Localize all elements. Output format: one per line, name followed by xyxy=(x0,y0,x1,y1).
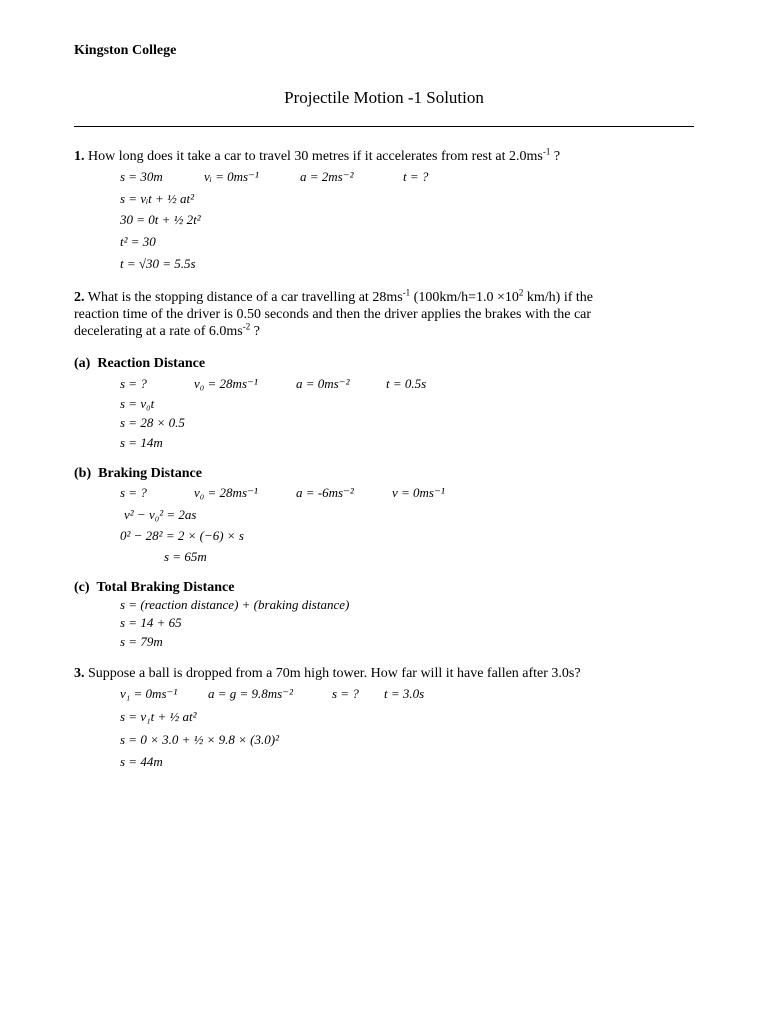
question-2-line-3 xyxy=(74,323,260,340)
q1-step-1: s = vᵢt + ½ at² xyxy=(120,191,195,206)
title-divider xyxy=(74,126,694,127)
power-exponent: 2 xyxy=(518,287,524,298)
part-b-step-2: 0² − 28² = 2 × (−6) × s xyxy=(120,528,244,543)
part-a-heading xyxy=(74,356,205,372)
college-name: Kingston College xyxy=(74,43,177,58)
part-title: Reaction Distance xyxy=(97,356,206,371)
q1-step-3: t² = 30 xyxy=(120,234,156,249)
question-text: Suppose a ball is dropped from a 70m high tower. How far will it have fallen after 3.0s? xyxy=(88,666,581,681)
given-a: a = g = 9.8ms⁻² xyxy=(208,686,294,701)
given-v1: v₁ = 0ms⁻¹ xyxy=(120,686,178,701)
unit-exponent: -2 xyxy=(242,321,251,332)
given-a: a = 0ms⁻² xyxy=(296,376,350,391)
q1-given-values xyxy=(120,169,460,185)
part-a-given-values xyxy=(120,376,460,392)
given-a: a = 2ms⁻² xyxy=(300,169,354,184)
q3-step-3: s = 44m xyxy=(120,754,163,769)
part-b-heading xyxy=(74,466,202,482)
part-c-heading xyxy=(74,580,235,596)
q3-step-2: s = 0 × 3.0 + ½ × 9.8 × (3.0)² xyxy=(120,732,279,747)
unit-exponent: -1 xyxy=(402,287,411,298)
given-t: t = 0.5s xyxy=(386,376,427,391)
given-t: t = ? xyxy=(403,169,429,184)
part-a-step-1: s = v₀t xyxy=(120,396,155,411)
question-number: 3. xyxy=(74,666,85,681)
page-title: Projectile Motion -1 Solution xyxy=(284,88,484,107)
given-v0: v₀ = 28ms⁻¹ xyxy=(194,376,258,391)
given-s: s = ? xyxy=(332,686,359,701)
question-text: What is the stopping distance of a car travelling at 28ms xyxy=(87,290,403,305)
given-s: s = ? xyxy=(120,485,147,500)
q1-step-2: 30 = 0t + ½ 2t² xyxy=(120,212,201,227)
q3-given-values xyxy=(120,686,460,702)
part-label: (b) xyxy=(74,466,92,481)
question-text: km/h) if the xyxy=(523,290,594,305)
q1-step-4: t = √30 = 5.5s xyxy=(120,256,196,271)
given-vi: vᵢ = 0ms⁻¹ xyxy=(204,169,259,184)
given-a: a = -6ms⁻² xyxy=(296,485,354,500)
unit-exponent: -1 xyxy=(542,146,551,157)
question-2-line-1 xyxy=(74,289,593,306)
question-number: 2. xyxy=(74,290,85,305)
part-title: Total Braking Distance xyxy=(96,580,235,595)
part-label: (c) xyxy=(74,580,90,595)
question-number: 1. xyxy=(74,149,85,164)
question-text: ? xyxy=(250,324,260,339)
given-v0: v₀ = 28ms⁻¹ xyxy=(194,485,258,500)
question-3 xyxy=(74,665,581,682)
part-b-step-1: v² − v₀² = 2as xyxy=(124,507,197,522)
part-title: Braking Distance xyxy=(98,466,202,481)
given-s: s = 30m xyxy=(120,169,163,184)
part-c-step-3: s = 79m xyxy=(120,634,163,649)
part-c-step-2: s = 14 + 65 xyxy=(120,615,182,630)
part-b-given-values xyxy=(120,485,460,501)
part-label: (a) xyxy=(74,356,91,371)
question-text: How long does it take a car to travel 30 metres if it accelerates from rest at 2.0ms xyxy=(88,149,543,164)
part-a-step-3: s = 14m xyxy=(120,435,163,450)
part-b-step-3: s = 65m xyxy=(164,549,207,564)
question-text-end: ? xyxy=(550,149,561,164)
question-text: decelerating at a rate of 6.0ms xyxy=(74,324,243,339)
question-1 xyxy=(74,148,560,165)
part-c-step-1: s = (reaction distance) + (braking distance) xyxy=(120,597,350,612)
given-t: t = 3.0s xyxy=(384,686,425,701)
q3-step-1: s = v₁t + ½ at² xyxy=(120,709,197,724)
question-text: (100km/h=1.0 ×10 xyxy=(410,290,519,305)
given-s: s = ? xyxy=(120,376,147,391)
given-v: v = 0ms⁻¹ xyxy=(392,485,445,500)
question-2-line-2: reaction time of the driver is 0.50 seconds and then the driver applies the brakes with the car xyxy=(74,307,592,322)
part-a-step-2: s = 28 × 0.5 xyxy=(120,415,185,430)
